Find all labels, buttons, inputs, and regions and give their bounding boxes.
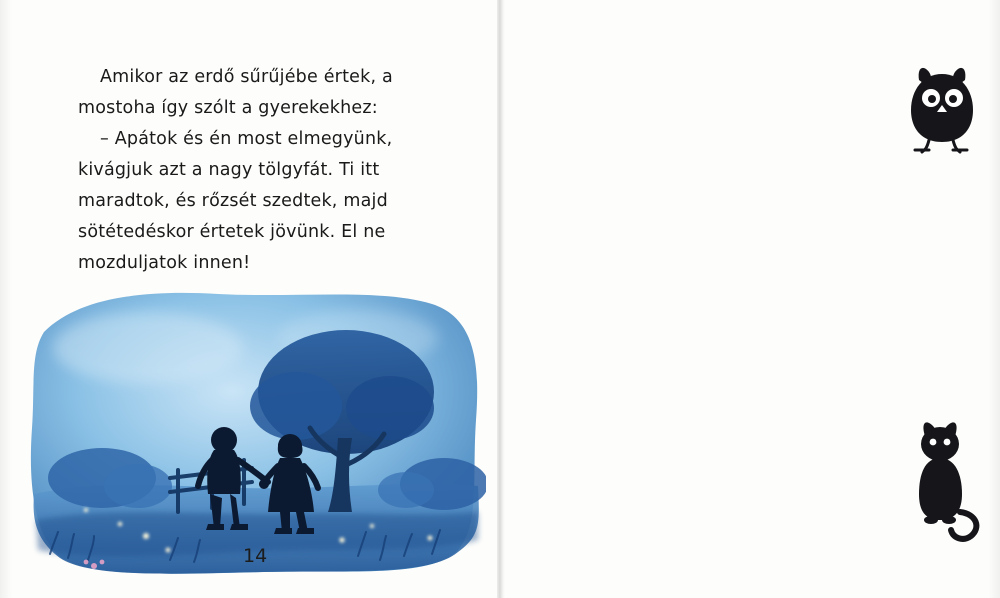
left-page-text [78, 62, 428, 279]
owl-icon [905, 58, 985, 168]
page-number-left: 14 [243, 545, 268, 567]
forest-night-illustration [28, 288, 486, 578]
page-edge-shadow-right [988, 0, 1000, 598]
paragraph: Amikor az erdő sűrűjébe értek, a mostoha így szólt a gyerekekhez: [78, 67, 393, 118]
cat-icon [905, 408, 985, 548]
book-gutter [497, 0, 505, 598]
page-edge-shadow-left [0, 0, 12, 598]
paragraph: – Apátok és én most elmegyünk, kivágjuk azt a nagy tölgyfát. Ti itt maradtok, és rőzsét szedtek, majd sötétedéskor értetek jövünk. El ne mozduljatok innen! [78, 129, 393, 273]
